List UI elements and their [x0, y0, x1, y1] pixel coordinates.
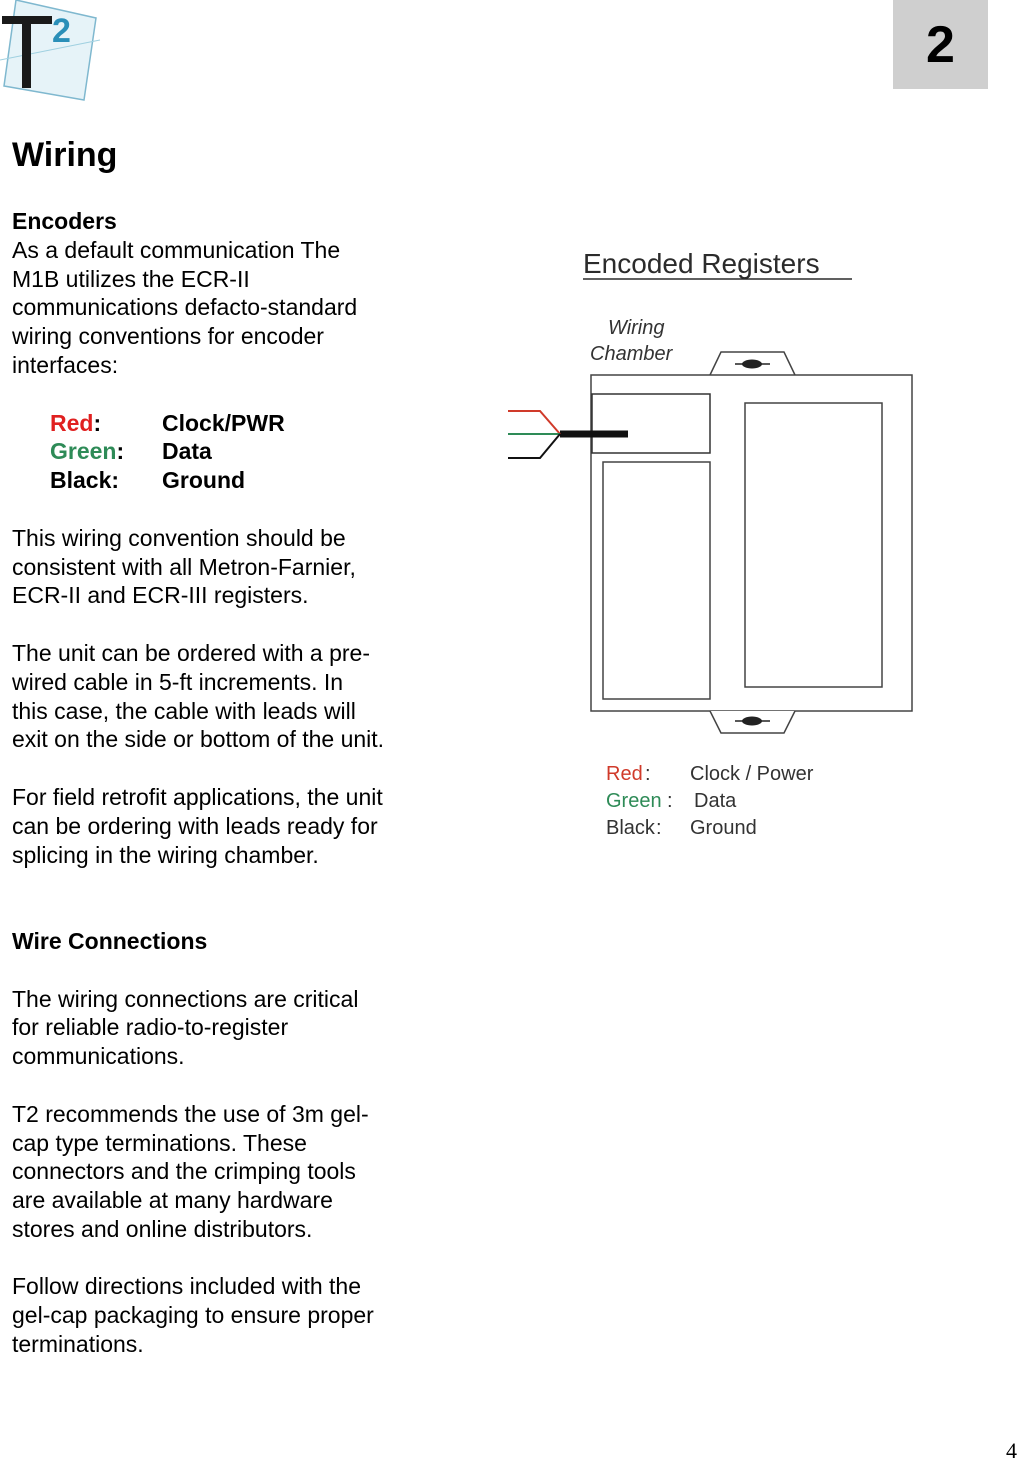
paragraph-line: The wiring connections are critical — [12, 985, 359, 1012]
text-column — [12, 207, 422, 1359]
chamber-label-line2: Chamber — [590, 343, 673, 365]
paragraph-line: wired cable in 5-ft increments. In — [12, 668, 344, 695]
paragraph-line: can be ordering with leads ready for — [12, 812, 378, 839]
wire-color-label: Green — [50, 438, 117, 465]
encoders-heading: Encoders — [12, 208, 117, 234]
wire-color-label: Red — [50, 409, 94, 436]
legend-green-label: Green — [606, 790, 662, 812]
page-number: 4 — [1006, 1438, 1017, 1463]
encoders-intro-line: communications defacto-standard — [12, 294, 358, 321]
paragraph-line: For field retrofit applications, the unit — [12, 783, 383, 810]
legend-black-value: Ground — [690, 817, 757, 839]
wire-function: Ground — [162, 467, 246, 494]
paragraph-line: Follow directions included with the — [12, 1273, 362, 1300]
legend-sep: : — [645, 763, 651, 785]
encoders-intro-line: As a default communication The — [12, 236, 341, 263]
legend-sep: : — [656, 817, 662, 839]
wire-row-green — [50, 437, 422, 466]
legend-green-value: Data — [694, 790, 737, 812]
paragraph-line: consistent with all Metron-Farnier, — [12, 553, 356, 580]
wire-color-list — [50, 409, 422, 495]
wire-connections-heading: Wire Connections — [12, 927, 208, 954]
paragraph-line: splicing in the wiring chamber. — [12, 841, 319, 868]
paragraph-line: The unit can be ordered with a pre- — [12, 639, 370, 666]
wire-color-label: Black — [50, 467, 112, 494]
paragraph-line: ECR-II and ECR-III registers. — [12, 582, 309, 609]
paragraph-line: for reliable radio-to-register — [12, 1014, 289, 1041]
paragraph-line: T2 recommends the use of 3m gel- — [12, 1100, 369, 1127]
wire-function: Clock/PWR — [162, 409, 285, 436]
paragraph-line: cap type terminations. These — [12, 1129, 307, 1156]
paragraph-line: terminations. — [12, 1331, 144, 1358]
wire-function: Data — [162, 438, 212, 465]
logo-superscript: 2 — [52, 12, 71, 50]
paragraph-line: exit on the side or bottom of the unit. — [12, 726, 385, 753]
wire-sep: : — [111, 467, 120, 494]
wire-row-black — [50, 466, 422, 495]
legend-red-value: Clock / Power — [690, 763, 814, 785]
encoded-registers-diagram — [500, 230, 930, 850]
page-title: Wiring — [12, 136, 118, 174]
black-lead-icon — [508, 434, 560, 458]
paragraph-line: communications. — [12, 1043, 185, 1070]
diagram-legend — [606, 763, 814, 839]
encoders-intro-line: M1B utilizes the ECR-II — [12, 265, 250, 292]
legend-sep: : — [667, 790, 673, 812]
red-lead-icon — [508, 411, 560, 434]
paragraph-line: connectors and the crimping tools — [12, 1158, 356, 1185]
encoders-intro-line: wiring conventions for encoder — [12, 323, 324, 350]
legend-black-label: Black — [606, 817, 655, 839]
chamber-label-line1: Wiring — [608, 317, 665, 339]
chapter-number: 2 — [926, 15, 955, 74]
legend-red-label: Red — [606, 763, 643, 785]
paragraph-line: stores and online distributors. — [12, 1215, 313, 1242]
t2-logo — [0, 0, 102, 102]
chapter-number-badge — [893, 0, 988, 89]
wiring-chamber-box — [592, 394, 710, 453]
diagram-title: Encoded Registers — [583, 248, 820, 279]
paragraph-line: This wiring convention should be — [12, 524, 346, 551]
right-compartment — [745, 403, 882, 687]
left-compartment — [603, 462, 710, 699]
encoders-intro-line: interfaces: — [12, 351, 119, 378]
wire-row-red — [50, 409, 422, 438]
paragraph-line: gel-cap packaging to ensure proper — [12, 1302, 374, 1329]
wire-sep: : — [116, 438, 125, 465]
paragraph-line: are available at many hardware — [12, 1187, 333, 1214]
wire-sep: : — [93, 409, 102, 436]
paragraph-line: this case, the cable with leads will — [12, 697, 356, 724]
